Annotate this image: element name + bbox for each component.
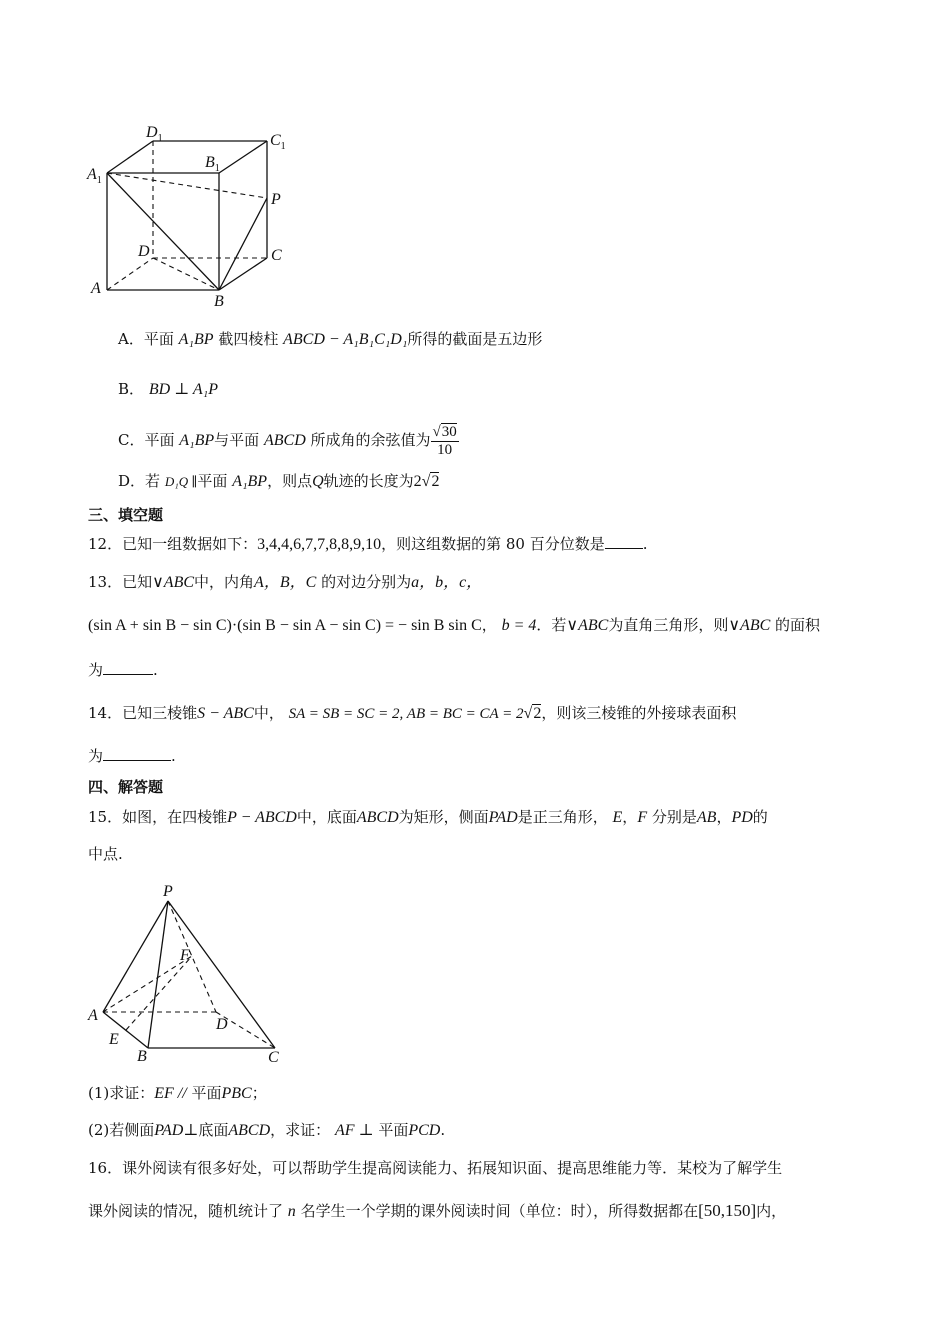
edge-BP <box>219 198 267 290</box>
option-A: A．平面 A₁BP 截四棱柱 ABCD − A₁B₁C₁D₁所得的截面是五边形 <box>118 330 543 348</box>
option-B: B． BD ⊥ A₁P <box>118 380 219 398</box>
question-14-line1: 14．已知三棱锥S − ABC中， SA = SB = SC = 2, AB = BC = CA = 2√2，则该三棱锥的外接球表面积 <box>88 704 737 722</box>
edge-B1C1 <box>219 141 267 173</box>
label-C: C <box>271 247 282 264</box>
edge-PB <box>148 901 168 1048</box>
label-B1: $B_1$ <box>205 154 220 174</box>
edge-PA <box>103 901 168 1012</box>
label-C: C <box>268 1049 279 1066</box>
label-B: B <box>137 1048 147 1065</box>
edge-BC <box>219 258 267 290</box>
edge-A1P <box>107 173 267 198</box>
edge-AF <box>103 956 192 1012</box>
question-15-line1: 15．如图，在四棱锥P − ABCD中，底面ABCD为矩形，侧面PAD是正三角形， E，F 分别是AB，PD的 <box>88 808 768 826</box>
label-F: F <box>180 947 190 964</box>
question-15-part1: (1)求证：EF // 平面PBC； <box>88 1084 267 1102</box>
question-16-line1: 16．课外阅读有很多好处，可以帮助学生提高阅读能力、拓展知识面、提高思维能力等．某校为了解学生 <box>88 1159 783 1177</box>
edge-DB <box>153 258 219 290</box>
label-B: B <box>214 293 224 310</box>
label-P: P <box>163 883 173 900</box>
label-A1: $A_1$ <box>87 166 102 186</box>
question-13-line3: 为 . <box>88 661 158 679</box>
edge-A1D1 <box>107 141 153 173</box>
label-D: D <box>216 1016 228 1033</box>
question-15-part2: (2)若侧面PAD⊥底面ABCD，求证： AF ⊥ 平面PCD. <box>88 1121 446 1139</box>
question-13-line2: (sin A + sin B − sin C)·(sin B − sin A − sin C) = − sin B sin C， b = 4．若∨ABC为直角三角形，则∨ABC 的面积 <box>88 616 821 634</box>
cos-fraction: $\frac{√30}{10}$ <box>432 423 457 458</box>
section-heading-solve: 四、解答题 <box>88 778 164 796</box>
label-D: D <box>138 243 150 260</box>
question-15-line2: 中点. <box>88 845 123 863</box>
question-13-line1: 13．已知∨ABC中，内角A，B，C 的对边分别为a，b，c， <box>88 573 483 591</box>
label-E: E <box>109 1031 119 1048</box>
cube-figure <box>86 118 296 310</box>
label-P: P <box>271 191 281 208</box>
question-14-line2: 为 . <box>88 747 176 765</box>
section-heading-fill-in: 三、填空题 <box>88 506 164 524</box>
answer-blank-14[interactable] <box>103 746 171 761</box>
label-A: A <box>91 280 101 297</box>
answer-blank-12[interactable] <box>605 534 643 549</box>
answer-blank-13[interactable] <box>103 660 153 675</box>
option-D: D．若 D₁Q ∥平面 A₁BP，则点Q轨迹的长度为2√2 <box>118 472 440 490</box>
question-12: 12．已知一组数据如下：3,4,4,6,7,7,8,8,9,10，则这组数据的第 80 百分位数是 . <box>88 535 648 553</box>
edge-AD <box>107 258 153 290</box>
question-16-line2: 课外阅读的情况，随机统计了 n 名学生一个学期的课外阅读时间（单位：时），所得数据都在[50,150]内， <box>88 1201 787 1220</box>
pyramid-figure <box>86 876 296 1068</box>
edge-A1B <box>107 173 219 290</box>
label-D1: $D_1$ <box>146 124 163 144</box>
label-C1: $C_1$ <box>270 132 286 152</box>
option-C: C．平面 A₁BP与平面 ABCD 所成角的余弦值为 $\frac{√30}{10}$ <box>118 423 457 458</box>
label-A: A <box>88 1007 98 1024</box>
